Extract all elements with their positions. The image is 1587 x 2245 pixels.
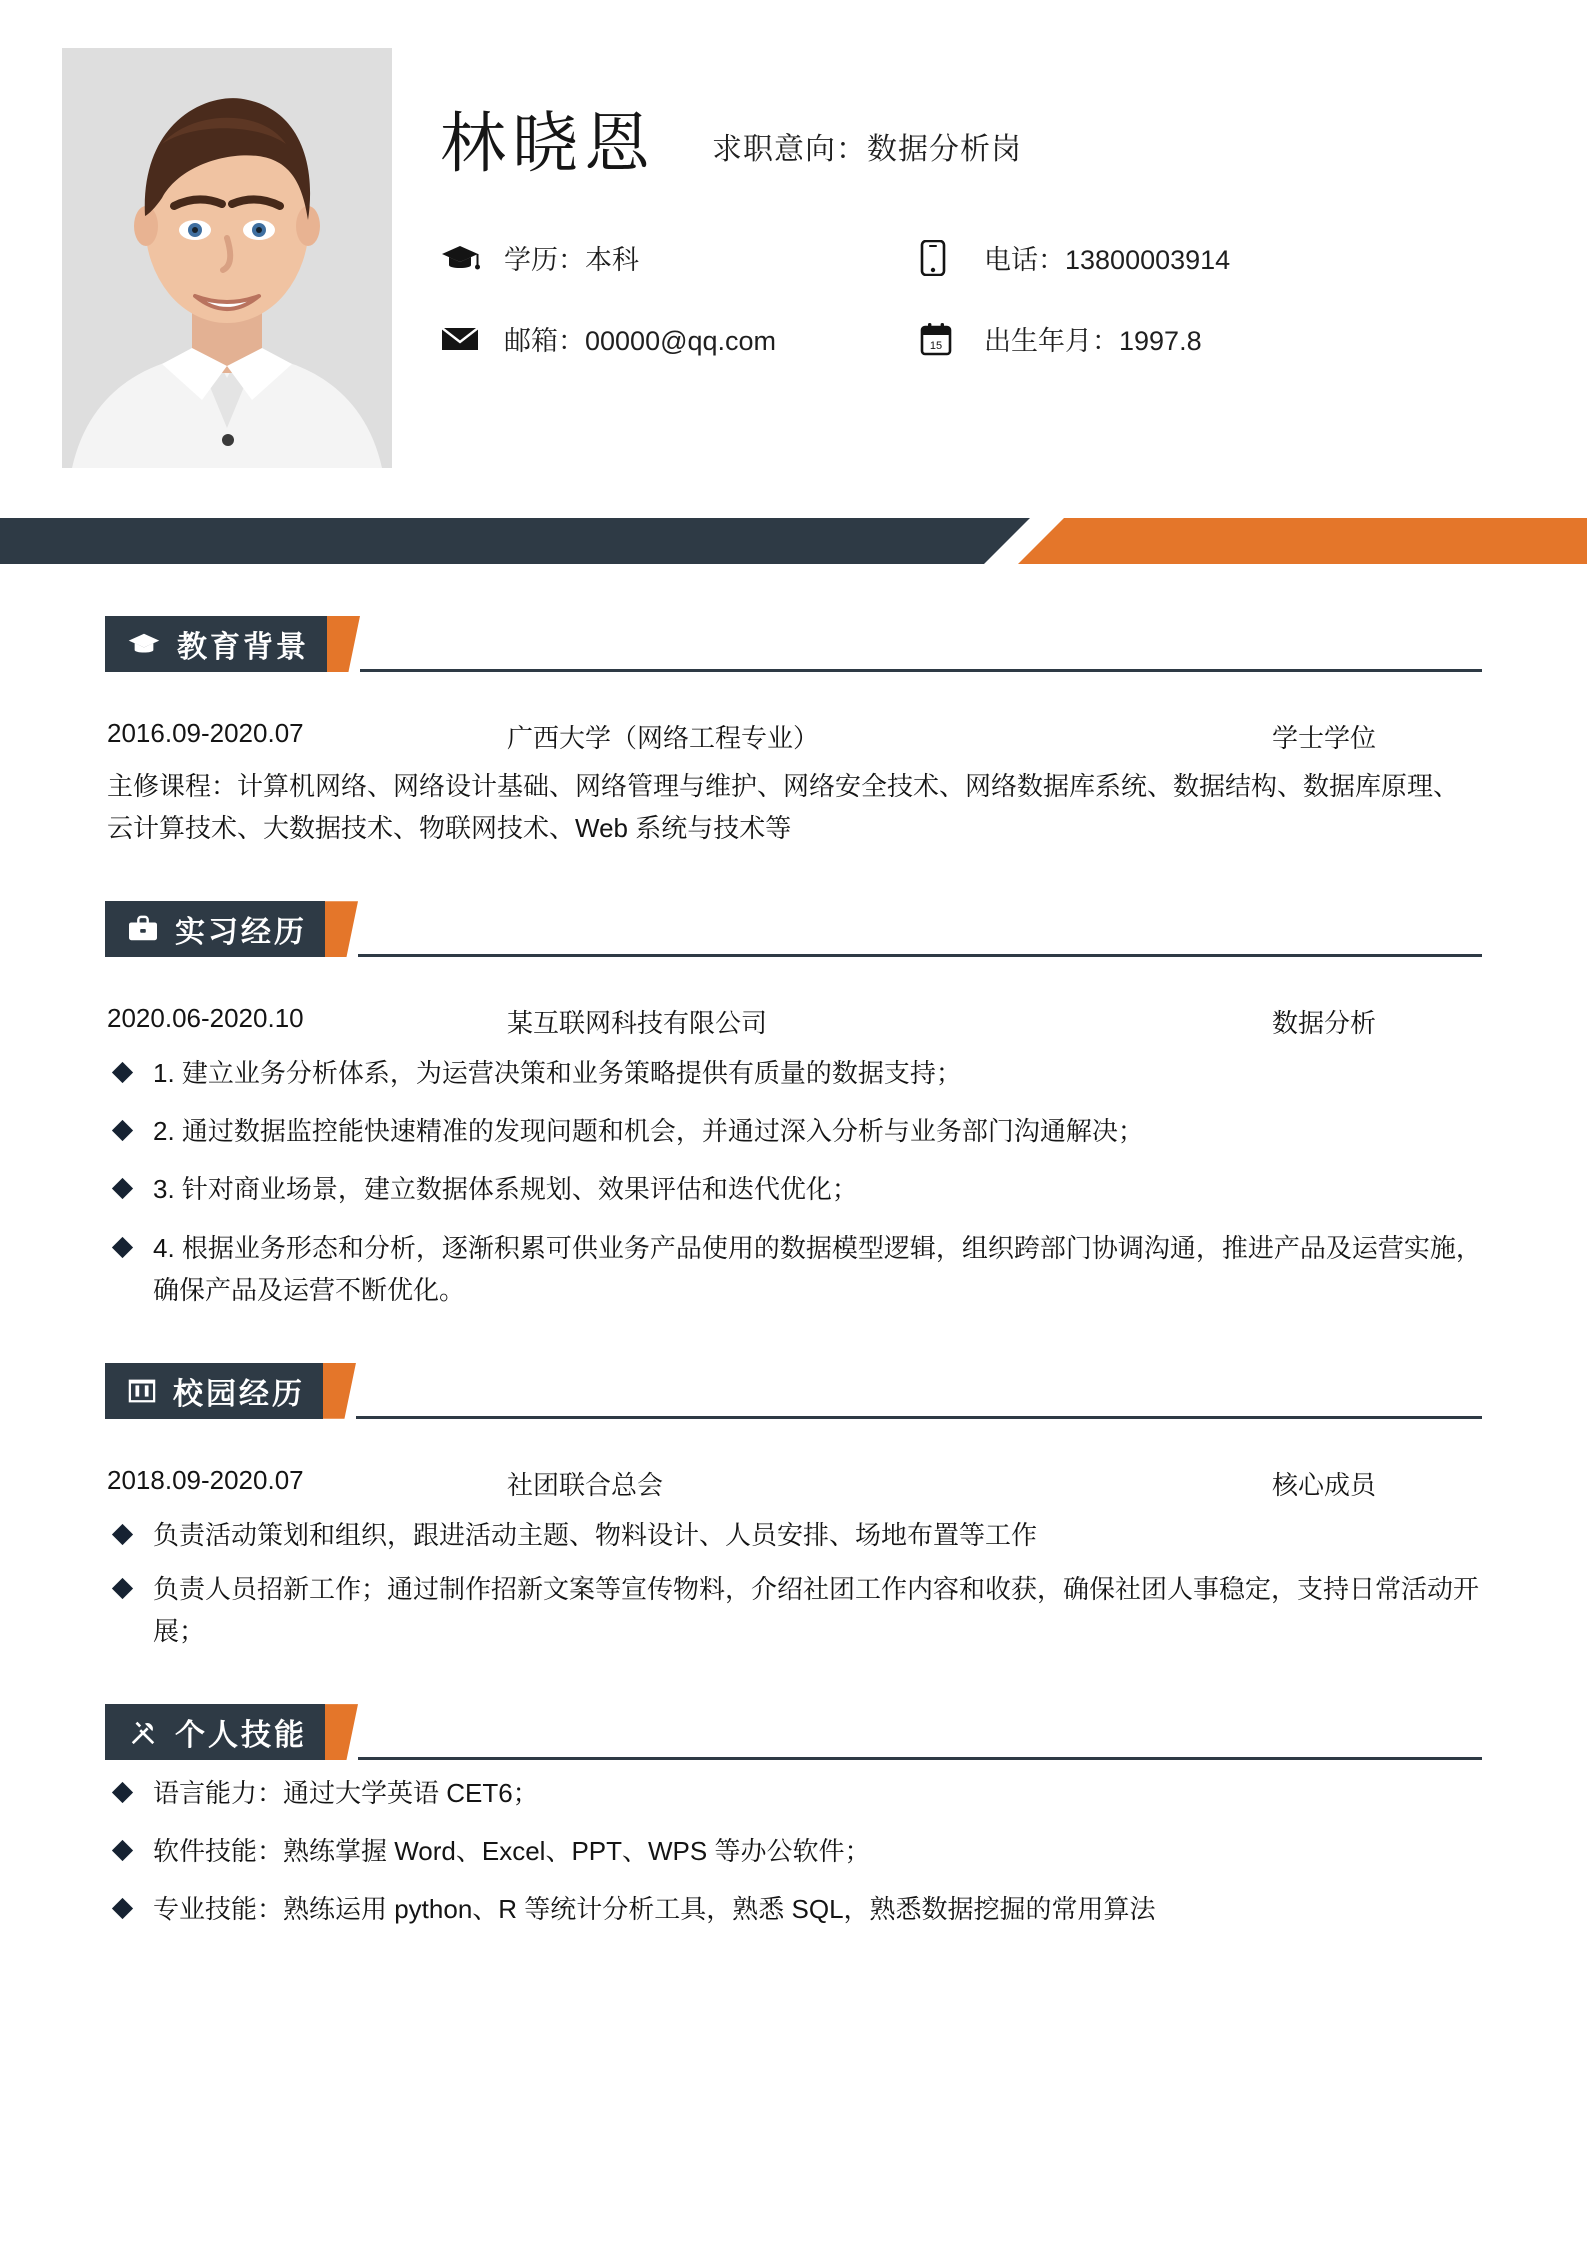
graduation-cap-icon <box>127 631 161 657</box>
section-rule <box>358 1757 1482 1760</box>
list-item: 负责活动策划和组织，跟进活动主题、物料设计、人员安排、场地布置等工作 <box>107 1514 1482 1556</box>
list-item: 1. 建立业务分析体系，为运营决策和业务策略提供有质量的数据支持； <box>107 1052 1482 1094</box>
info-birth <box>920 319 1450 358</box>
internship-role: 数据分析 <box>1272 1008 1377 1039</box>
info-phone-label: 电话：13800003914 <box>984 245 1231 275</box>
campus-date: 2018.09-2020.07 <box>107 1464 304 1495</box>
campus-bullets <box>107 1514 1482 1652</box>
info-email-label: 邮箱：00000@qq.com <box>504 326 777 356</box>
svg-text:15: 15 <box>929 339 943 352</box>
section-header-campus <box>105 1363 1482 1419</box>
list-item: 4. 根据业务形态和分析，逐渐积累可供业务产品使用的数据模型逻辑，组织跨部门协调沟通，推进产品及运营实施，确保产品及运营不断优化。 <box>107 1227 1482 1311</box>
graduation-cap-icon <box>440 240 486 276</box>
list-item: 2. 通过数据监控能快速精准的发现问题和机会，并通过深入分析与业务部门沟通解决； <box>107 1110 1482 1152</box>
banner-accent-bar <box>1018 518 1587 564</box>
section-title-skills: 个人技能 <box>175 1719 307 1753</box>
header-details <box>440 52 1587 358</box>
section-wedge <box>322 1363 356 1419</box>
internship-entry-row <box>107 1003 1482 1040</box>
section-header-education <box>105 616 1482 672</box>
skills-bullets <box>107 1772 1482 1930</box>
resume-header <box>0 0 1587 510</box>
campus-entry-row <box>107 1465 1482 1502</box>
calendar-icon <box>920 321 966 357</box>
phone-icon <box>920 240 966 276</box>
info-email <box>440 319 920 358</box>
section-body-campus <box>105 1465 1482 1652</box>
section-rule <box>360 669 1482 672</box>
section-header-internship <box>105 901 1482 957</box>
section-body-internship <box>105 1003 1482 1311</box>
section-title-internship: 实习经历 <box>175 916 307 950</box>
info-phone <box>920 238 1450 277</box>
list-item: 软件技能：熟练掌握 Word、Excel、PPT、WPS 等办公软件； <box>107 1830 1482 1872</box>
list-item: 负责人员招新工作；通过制作招新文案等宣传物料，介绍社团工作内容和收获，确保社团人事稳定，支持日常活动开展； <box>107 1568 1482 1652</box>
header-divider-banner <box>0 518 1587 564</box>
campus-organization: 社团联合总会 <box>507 1469 664 1500</box>
envelope-icon <box>440 321 486 357</box>
info-education <box>440 238 920 277</box>
education-degree: 学士学位 <box>1272 723 1377 753</box>
section-tab-education <box>105 616 327 672</box>
education-courses: 主修课程：计算机网络、网络设计基础、网络管理与维护、网络安全技术、网络数据库系统、数据结构、数据库原理、云计算技术、大数据技术、物联网技术、Web 系统与技术等 <box>107 771 1460 844</box>
campus-role: 核心成员 <box>1272 1469 1377 1500</box>
internship-company: 某互联网科技有限公司 <box>507 1008 768 1039</box>
internship-date: 2020.06-2020.10 <box>107 1003 304 1034</box>
education-entry-row <box>107 718 1482 755</box>
section-wedge <box>324 901 358 957</box>
job-objective: 求职意向：数据分析岗 <box>712 133 1022 166</box>
section-wedge <box>326 616 360 672</box>
resume-body <box>0 616 1587 1930</box>
section-tab-internship <box>105 901 325 957</box>
page-title: 林晓恩 <box>440 106 656 180</box>
contact-info <box>440 238 1450 358</box>
list-item: 专业技能：熟练运用 python、R 等统计分析工具，熟悉 SQL，熟悉数据挖掘的常用算法 <box>107 1888 1482 1930</box>
briefcase-icon <box>127 915 159 943</box>
tools-icon <box>127 1718 159 1746</box>
education-school: 广西大学（网络工程专业） <box>507 723 820 753</box>
list-item: 3. 针对商业场景，建立数据体系规划、效果评估和迭代优化； <box>107 1168 1482 1210</box>
section-header-skills <box>105 1704 1482 1760</box>
section-tab-campus <box>105 1363 323 1419</box>
bank-icon <box>127 1377 157 1405</box>
section-rule <box>356 1416 1482 1419</box>
section-title-campus: 校园经历 <box>173 1377 305 1411</box>
list-item: 语言能力：通过大学英语 CET6； <box>107 1772 1482 1814</box>
education-date: 2016.09-2020.07 <box>107 718 304 748</box>
section-title-education: 教育背景 <box>177 631 309 664</box>
info-education-label: 学历：本科 <box>504 245 639 275</box>
internship-bullets <box>107 1052 1482 1311</box>
section-body-skills <box>105 1772 1482 1930</box>
section-rule <box>358 954 1482 957</box>
section-tab-skills <box>105 1704 325 1760</box>
section-body-education <box>105 718 1482 849</box>
section-wedge <box>324 1704 358 1760</box>
avatar <box>62 48 392 468</box>
banner-dark-bar <box>0 518 1030 564</box>
info-birth-label: 出生年月：1997.8 <box>984 326 1202 356</box>
